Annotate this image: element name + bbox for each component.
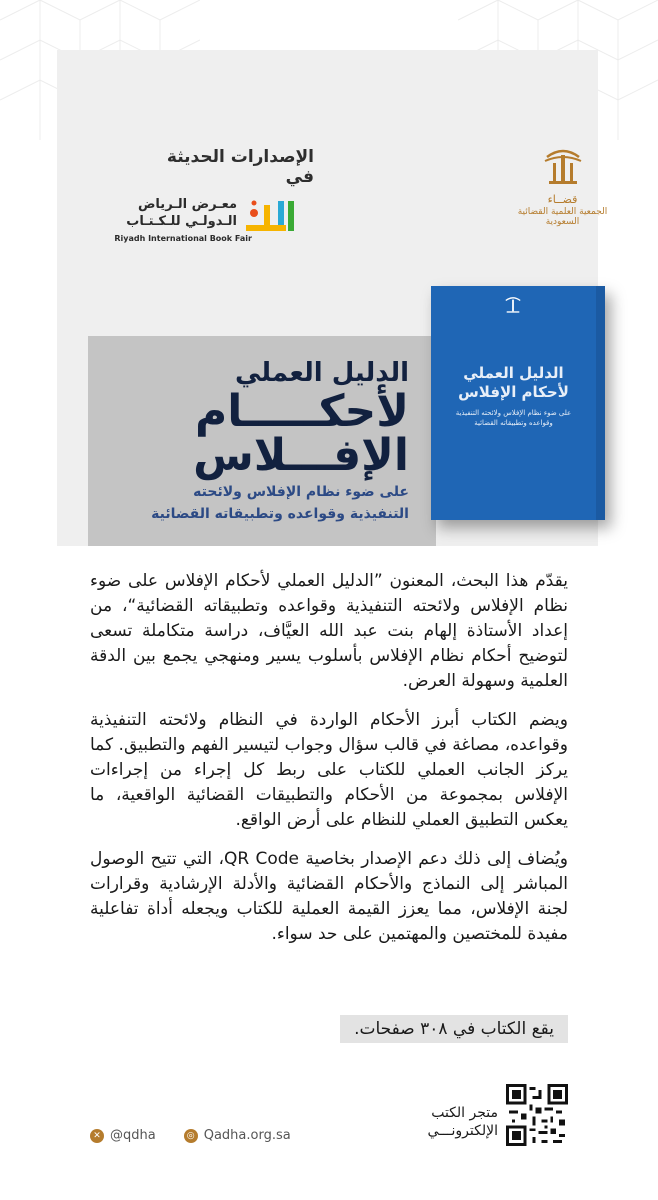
x-handle-link[interactable]: [90, 1128, 156, 1143]
book-title-line1: الدليل العملي: [234, 358, 409, 388]
book-subtitle-line1: على ضوء نظام الإفلاس ولائحته: [193, 484, 409, 500]
globe-icon: ◎: [184, 1129, 198, 1143]
store-line2: الإلكترونـــي: [427, 1123, 498, 1139]
store-line1: متجر الكتب: [431, 1105, 498, 1121]
footer-contacts: [90, 1128, 291, 1143]
judicial-association-logo: [505, 147, 620, 227]
page-count-note: يقع الكتاب في ٣٠٨ صفحات.: [340, 1015, 568, 1043]
cover-text: [443, 364, 584, 429]
fair-emblem-icon: [242, 197, 308, 237]
scales-logo-icon: [541, 147, 585, 187]
qr-code[interactable]: [506, 1084, 568, 1146]
x-icon: ✕: [90, 1129, 104, 1143]
cover-subtitle: على ضوء نظام الإفلاس ولائحته التنفيذية وقواعده وتطبيقاته القضائية: [455, 408, 572, 427]
fair-name-line2: الـدولـي للـكـتـاب: [126, 214, 237, 229]
riyadh-book-fair-logo: [114, 195, 322, 255]
publications-title: الإصدارات الحديثة في: [166, 147, 314, 187]
website-link[interactable]: [184, 1128, 291, 1143]
cover-title: الدليل العملي لأحكام الإفلاس: [458, 364, 569, 401]
description-body: [90, 569, 568, 961]
book-fair-header: [114, 147, 322, 255]
hero-panel: [57, 50, 608, 546]
association-name: الجمعية العلمية القضائية السعودية: [517, 207, 608, 227]
ebook-store-label: [428, 1104, 498, 1140]
fair-name-line1: معـرض الـرياض: [137, 197, 237, 212]
description-paragraph-3: ويُضاف إلى ذلك دعم الإصدار بخاصية QR Code، التي تتيح الوصول المباشر إلى النماذج والأحكام القضائية والأدلة الإرشادية وقرارات لجنة الإفلاس، مما يعزز القيمة العملية للكتاب ويجعله أداة تفاعلية مفيدة للمختصين والمهتمين على حد سواء.: [90, 849, 568, 944]
description-paragraph-1: يقدّم هذا البحث، المعنون ”الدليل العملي لأحكام الإفلاس على ضوء نظام الإفلاس ولائحته التنفيذية وقواعده وتطبيقاته القضائية“، من إعداد الأستاذة إلهام بنت عبد الله العيَّاف، دراسة متكاملة تسعى لتوضيح أحكام نظام الإفلاس بأسلوب يسير ومنهجي يجمع بين الدقة العلمية وسهولة العرض.: [90, 571, 568, 691]
book-title-box: [88, 336, 436, 546]
fair-name-en: Riyadh International Book Fair: [114, 234, 252, 243]
cover-logo-icon: [503, 296, 523, 314]
website-text: Qadha.org.sa: [203, 1128, 291, 1143]
book-title-line3: الإفـــلاس: [193, 430, 409, 481]
x-handle-text: @qdha: [110, 1128, 156, 1143]
book-subtitle-line2: التنفيذية وقواعده وتطبيقاته القضائية: [151, 506, 409, 522]
description-paragraph-2: ويضم الكتاب أبرز الأحكام الواردة في النظام ولائحته التنفيذية وقواعده، مصاغة في قالب سؤال وجواب لتيسير الفهم والتطبيق. كما يركز الجانب العملي للكتاب على ربط كل إجراء من إجراءات الإفلاس بمجموعة من الأحكام والتطبيقات القضائية الواقعية، ما يعكس التطبيق العملي للنظام على أرض الواقع.: [90, 710, 568, 830]
association-word: قضــاء: [547, 193, 578, 206]
book-title-line2: لأحكـــــام: [194, 386, 409, 437]
book-cover-image: [431, 286, 605, 520]
